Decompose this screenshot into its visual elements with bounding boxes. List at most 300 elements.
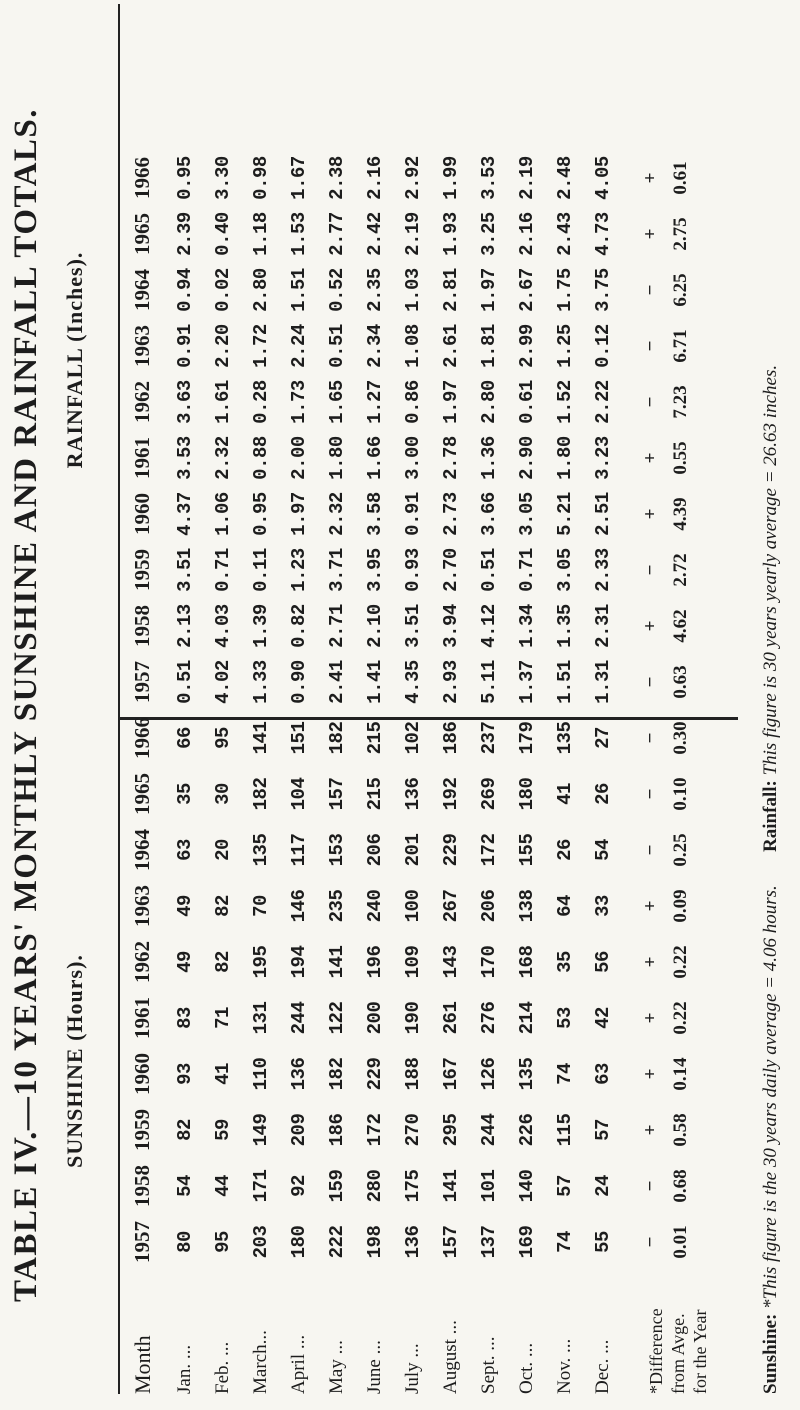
rainfall-cell: 0.71 xyxy=(516,548,538,592)
rainfall-cell: 3.75 xyxy=(592,268,614,312)
difference-label xyxy=(645,1308,711,1394)
rainfall-cell: 3.53 xyxy=(174,436,196,480)
sunshine-difference-sign: + xyxy=(640,1068,661,1080)
sunshine-cell: 159 xyxy=(326,1169,348,1203)
sunshine-cell: 167 xyxy=(440,1057,462,1091)
rainfall-cell: 1.08 xyxy=(402,324,424,368)
rainfall-cell: 4.73 xyxy=(592,212,614,256)
rainfall-cell: 3.63 xyxy=(174,380,196,424)
rainfall-cell: 5.21 xyxy=(554,492,576,536)
sunshine-cell: 74 xyxy=(554,1231,576,1253)
rainfall-cell: 1.23 xyxy=(288,548,310,592)
rainfall-cell: 2.38 xyxy=(326,156,348,200)
sunshine-cell: 175 xyxy=(402,1169,424,1203)
rainfall-cell: 1.33 xyxy=(250,660,272,704)
sunshine-difference: 0.10 xyxy=(670,777,691,811)
rainfall-cell: 0.94 xyxy=(174,268,196,312)
sunshine-year-header: 1958 xyxy=(130,1165,154,1207)
rainfall-cell: 4.05 xyxy=(592,156,614,200)
rainfall-cell: 1.37 xyxy=(516,660,538,704)
rainfall-cell: 2.34 xyxy=(364,324,386,368)
sunshine-cell: 182 xyxy=(326,1057,348,1091)
rainfall-cell: 0.51 xyxy=(478,548,500,592)
sunshine-cell: 55 xyxy=(592,1231,614,1253)
sunshine-cell: 82 xyxy=(174,1119,196,1141)
rainfall-cell: 1.97 xyxy=(440,380,462,424)
rainfall-cell: 1.06 xyxy=(212,492,234,536)
rainfall-difference: 0.63 xyxy=(670,665,691,699)
sunshine-cell: 194 xyxy=(288,945,310,979)
sunshine-cell: 192 xyxy=(440,777,462,811)
rainfall-cell: 0.91 xyxy=(174,324,196,368)
rainfall-difference-sign: + xyxy=(640,172,661,184)
sunshine-cell: 137 xyxy=(478,1225,500,1259)
rainfall-difference-sign: − xyxy=(640,340,661,352)
sunshine-cell: 26 xyxy=(554,839,576,861)
sunshine-cell: 74 xyxy=(554,1063,576,1085)
rainfall-cell: 2.43 xyxy=(554,212,576,256)
sunshine-cell: 54 xyxy=(592,839,614,861)
footnote-sunshine-text: *This figure is the 30 years daily average = 4.06 hours. xyxy=(760,885,781,1309)
sunshine-cell: 95 xyxy=(212,727,234,749)
rainfall-cell: 2.00 xyxy=(288,436,310,480)
sunshine-cell: 168 xyxy=(516,945,538,979)
sunshine-cell: 169 xyxy=(516,1225,538,1259)
sunshine-cell: 136 xyxy=(402,1225,424,1259)
rainfall-cell: 1.72 xyxy=(250,324,272,368)
sunshine-difference-sign: + xyxy=(640,956,661,968)
rainfall-difference-sign: − xyxy=(640,284,661,296)
sunshine-cell: 141 xyxy=(440,1169,462,1203)
sunshine-difference: 0.30 xyxy=(670,721,691,755)
rainfall-cell: 2.80 xyxy=(478,380,500,424)
sunshine-cell: 182 xyxy=(326,721,348,755)
rainfall-cell: 1.35 xyxy=(554,604,576,648)
rainfall-cell: 1.81 xyxy=(478,324,500,368)
rainfall-year-header: 1960 xyxy=(130,493,154,535)
sunshine-cell: 149 xyxy=(250,1113,272,1147)
sunshine-cell: 138 xyxy=(516,889,538,923)
month-label: Oct. ... xyxy=(516,1342,537,1394)
sunshine-cell: 172 xyxy=(364,1113,386,1147)
sunshine-cell: 206 xyxy=(364,833,386,867)
rainfall-cell: 4.12 xyxy=(478,604,500,648)
sunshine-cell: 54 xyxy=(174,1175,196,1197)
rainfall-cell: 3.00 xyxy=(402,436,424,480)
rainfall-cell: 2.24 xyxy=(288,324,310,368)
sunshine-difference: 0.01 xyxy=(670,1225,691,1259)
rainfall-year-header: 1966 xyxy=(130,157,154,199)
sunshine-year-header: 1961 xyxy=(130,997,154,1039)
sunshine-cell: 188 xyxy=(402,1057,424,1091)
heading-rule xyxy=(118,4,120,1394)
rainfall-cell: 0.95 xyxy=(250,492,272,536)
rainfall-cell: 3.58 xyxy=(364,492,386,536)
rainfall-cell: 0.90 xyxy=(288,660,310,704)
difference-label-line: from Avge. xyxy=(668,1313,688,1394)
sunshine-cell: 151 xyxy=(288,721,310,755)
sunshine-cell: 215 xyxy=(364,777,386,811)
rainfall-cell: 1.39 xyxy=(250,604,272,648)
rainfall-cell: 0.11 xyxy=(250,548,272,592)
rainfall-cell: 0.51 xyxy=(326,324,348,368)
sunshine-difference-sign: − xyxy=(640,1180,661,1192)
sunshine-cell: 235 xyxy=(326,889,348,923)
rainfall-cell: 2.42 xyxy=(364,212,386,256)
rainfall-difference-sign: + xyxy=(640,508,661,520)
rainfall-difference-sign: − xyxy=(640,396,661,408)
sunshine-year-header: 1959 xyxy=(130,1109,154,1151)
sunshine-cell: 71 xyxy=(212,1007,234,1029)
sunshine-cell: 136 xyxy=(288,1057,310,1091)
rainfall-cell: 0.95 xyxy=(174,156,196,200)
sunshine-cell: 44 xyxy=(212,1175,234,1197)
rainfall-difference-sign: − xyxy=(640,564,661,576)
sunshine-cell: 63 xyxy=(592,1063,614,1085)
rainfall-cell: 2.31 xyxy=(592,604,614,648)
rainfall-difference: 2.72 xyxy=(670,553,691,587)
sunshine-cell: 170 xyxy=(478,945,500,979)
sunshine-cell: 30 xyxy=(212,783,234,805)
sunshine-difference-sign: + xyxy=(640,900,661,912)
rainfall-cell: 2.19 xyxy=(402,212,424,256)
rainfall-cell: 1.73 xyxy=(288,380,310,424)
sunshine-cell: 104 xyxy=(288,777,310,811)
rainfall-cell: 1.66 xyxy=(364,436,386,480)
sunshine-cell: 115 xyxy=(554,1113,576,1147)
footnote xyxy=(760,4,782,1394)
rainfall-cell: 2.35 xyxy=(364,268,386,312)
rainfall-cell: 2.92 xyxy=(402,156,424,200)
sunshine-year-header: 1960 xyxy=(130,1053,154,1095)
sunshine-year-header: 1966 xyxy=(130,717,154,759)
sunshine-cell: 57 xyxy=(592,1119,614,1141)
sunshine-cell: 92 xyxy=(288,1175,310,1197)
table-title: TABLE IV.—10 YEARS' MONTHLY SUNSHINE AND RAINFALL TOTALS. xyxy=(8,107,44,1303)
rainfall-cell: 2.22 xyxy=(592,380,614,424)
sunshine-cell: 244 xyxy=(478,1113,500,1147)
rainfall-cell: 2.81 xyxy=(440,268,462,312)
sunshine-cell: 42 xyxy=(592,1007,614,1029)
sunshine-cell: 244 xyxy=(288,1001,310,1035)
rainfall-difference: 0.55 xyxy=(670,441,691,475)
rainfall-cell: 3.05 xyxy=(554,548,576,592)
rainfall-difference: 4.62 xyxy=(670,609,691,643)
sunshine-cell: 101 xyxy=(478,1169,500,1203)
rainfall-cell: 3.53 xyxy=(478,156,500,200)
month-label: June ... xyxy=(364,1340,385,1394)
rainfall-difference: 2.75 xyxy=(670,217,691,251)
sunshine-cell: 182 xyxy=(250,777,272,811)
sunshine-difference: 0.09 xyxy=(670,889,691,923)
sunshine-difference-sign: − xyxy=(640,788,661,800)
month-heading: Month xyxy=(130,1335,155,1394)
rainfall-cell: 3.95 xyxy=(364,548,386,592)
rainfall-cell: 2.20 xyxy=(212,324,234,368)
month-label: Dec. ... xyxy=(592,1339,613,1394)
sunshine-year-header: 1957 xyxy=(130,1221,154,1263)
sunshine-cell: 143 xyxy=(440,945,462,979)
rainfall-difference-sign: + xyxy=(640,452,661,464)
sunshine-cell: 135 xyxy=(554,721,576,755)
sunshine-difference: 0.25 xyxy=(670,833,691,867)
rainfall-year-header: 1962 xyxy=(130,381,154,423)
rainfall-cell: 3.66 xyxy=(478,492,500,536)
rainfall-cell: 2.93 xyxy=(440,660,462,704)
sunshine-cell: 135 xyxy=(250,833,272,867)
rainfall-difference: 6.71 xyxy=(670,329,691,363)
rainfall-cell: 3.05 xyxy=(516,492,538,536)
month-label: Sept. ... xyxy=(478,1336,499,1394)
sunshine-difference-sign: − xyxy=(640,1236,661,1248)
rainfall-cell: 2.51 xyxy=(592,492,614,536)
sunshine-difference: 0.58 xyxy=(670,1113,691,1147)
rainfall-cell: 1.53 xyxy=(288,212,310,256)
sunshine-cell: 201 xyxy=(402,833,424,867)
month-label: March... xyxy=(250,1330,271,1394)
sunshine-cell: 102 xyxy=(402,721,424,755)
sunshine-difference: 0.68 xyxy=(670,1169,691,1203)
rainfall-cell: 1.27 xyxy=(364,380,386,424)
sunshine-cell: 49 xyxy=(174,895,196,917)
footnote-rainfall-label: Rainfall: xyxy=(760,780,781,852)
sunshine-cell: 49 xyxy=(174,951,196,973)
rainfall-year-header: 1964 xyxy=(130,269,154,311)
footnote-rainfall-text: This figure is 30 years yearly average = 26.63 inches. xyxy=(760,364,781,776)
rainfall-year-header: 1957 xyxy=(130,661,154,703)
month-label: August ... xyxy=(440,1320,461,1394)
sunshine-cell: 267 xyxy=(440,889,462,923)
rainfall-cell: 2.90 xyxy=(516,436,538,480)
sunshine-cell: 26 xyxy=(592,783,614,805)
sunshine-cell: 195 xyxy=(250,945,272,979)
rainfall-cell: 1.93 xyxy=(440,212,462,256)
rainfall-cell: 0.91 xyxy=(402,492,424,536)
sunshine-cell: 109 xyxy=(402,945,424,979)
sunshine-cell: 33 xyxy=(592,895,614,917)
rainfall-cell: 1.80 xyxy=(326,436,348,480)
rainfall-cell: 1.75 xyxy=(554,268,576,312)
sunshine-cell: 209 xyxy=(288,1113,310,1147)
rainfall-cell: 0.02 xyxy=(212,268,234,312)
sunshine-difference: 0.22 xyxy=(670,945,691,979)
sunshine-cell: 59 xyxy=(212,1119,234,1141)
rainfall-cell: 1.65 xyxy=(326,380,348,424)
rainfall-cell: 2.13 xyxy=(174,604,196,648)
sunshine-cell: 229 xyxy=(364,1057,386,1091)
rainfall-cell: 0.40 xyxy=(212,212,234,256)
rainfall-cell: 0.51 xyxy=(174,660,196,704)
sunshine-year-header: 1965 xyxy=(130,773,154,815)
sunshine-cell: 203 xyxy=(250,1225,272,1259)
sunshine-cell: 157 xyxy=(326,777,348,811)
rainfall-cell: 0.12 xyxy=(592,324,614,368)
sunshine-cell: 100 xyxy=(402,889,424,923)
sunshine-cell: 27 xyxy=(592,727,614,749)
difference-label-line: *Difference xyxy=(646,1308,666,1394)
sunshine-cell: 269 xyxy=(478,777,500,811)
sunshine-cell: 196 xyxy=(364,945,386,979)
sunshine-cell: 155 xyxy=(516,833,538,867)
rainfall-cell: 0.98 xyxy=(250,156,272,200)
sunshine-cell: 63 xyxy=(174,839,196,861)
sunshine-cell: 180 xyxy=(288,1225,310,1259)
sunshine-difference-sign: − xyxy=(640,844,661,856)
sunshine-cell: 110 xyxy=(250,1057,272,1091)
sunshine-cell: 180 xyxy=(516,777,538,811)
rainfall-cell: 1.97 xyxy=(478,268,500,312)
sunshine-cell: 24 xyxy=(592,1175,614,1197)
rainfall-cell: 1.25 xyxy=(554,324,576,368)
rainfall-cell: 4.37 xyxy=(174,492,196,536)
sunshine-cell: 70 xyxy=(250,895,272,917)
sunshine-cell: 140 xyxy=(516,1169,538,1203)
rainfall-cell: 1.52 xyxy=(554,380,576,424)
sunshine-cell: 237 xyxy=(478,721,500,755)
sunshine-cell: 93 xyxy=(174,1063,196,1085)
sunshine-cell: 95 xyxy=(212,1231,234,1253)
month-label: Nov. ... xyxy=(554,1338,575,1394)
sunshine-difference: 0.22 xyxy=(670,1001,691,1035)
sunshine-cell: 200 xyxy=(364,1001,386,1035)
sunshine-cell: 66 xyxy=(174,727,196,749)
sunshine-cell: 276 xyxy=(478,1001,500,1035)
rainfall-heading: RAINFALL (Inches). xyxy=(62,251,87,469)
rainfall-cell: 1.97 xyxy=(288,492,310,536)
sunshine-cell: 83 xyxy=(174,1007,196,1029)
rainfall-cell: 0.61 xyxy=(516,380,538,424)
rainfall-cell: 2.16 xyxy=(364,156,386,200)
rainfall-cell: 3.51 xyxy=(402,604,424,648)
sunshine-cell: 80 xyxy=(174,1231,196,1253)
rainfall-cell: 4.35 xyxy=(402,660,424,704)
sunshine-cell: 179 xyxy=(516,721,538,755)
rainfall-cell: 0.28 xyxy=(250,380,272,424)
month-label: July ... xyxy=(402,1343,423,1394)
rainfall-cell: 1.18 xyxy=(250,212,272,256)
rainfall-cell: 2.16 xyxy=(516,212,538,256)
rainfall-cell: 0.88 xyxy=(250,436,272,480)
rainfall-difference-sign: + xyxy=(640,620,661,632)
footnote-sunshine-label: Sunshine: xyxy=(760,1313,781,1394)
rainfall-cell: 3.30 xyxy=(212,156,234,200)
rainfall-cell: 1.99 xyxy=(440,156,462,200)
rainfall-cell: 1.51 xyxy=(288,268,310,312)
rainfall-cell: 1.61 xyxy=(212,380,234,424)
sunshine-cell: 214 xyxy=(516,1001,538,1035)
rainfall-cell: 2.33 xyxy=(592,548,614,592)
rainfall-cell: 1.67 xyxy=(288,156,310,200)
rainfall-cell: 2.73 xyxy=(440,492,462,536)
rainfall-cell: 2.70 xyxy=(440,548,462,592)
rainfall-year-header: 1959 xyxy=(130,549,154,591)
sunshine-cell: 122 xyxy=(326,1001,348,1035)
rainfall-cell: 2.80 xyxy=(250,268,272,312)
sunshine-cell: 229 xyxy=(440,833,462,867)
rainfall-cell: 1.36 xyxy=(478,436,500,480)
rainfall-difference: 4.39 xyxy=(670,497,691,531)
rainfall-cell: 2.67 xyxy=(516,268,538,312)
sunshine-cell: 280 xyxy=(364,1169,386,1203)
sunshine-cell: 41 xyxy=(212,1063,234,1085)
rainfall-year-header: 1958 xyxy=(130,605,154,647)
sunshine-heading: SUNSHINE (Hours). xyxy=(62,954,87,1168)
sunshine-difference-sign: + xyxy=(640,1124,661,1136)
sunshine-cell: 35 xyxy=(554,951,576,973)
rainfall-year-header: 1963 xyxy=(130,325,154,367)
sunshine-cell: 136 xyxy=(402,777,424,811)
rainfall-cell: 1.31 xyxy=(592,660,614,704)
sunshine-year-header: 1963 xyxy=(130,885,154,927)
sunshine-difference: 0.14 xyxy=(670,1057,691,1091)
sunshine-cell: 261 xyxy=(440,1001,462,1035)
sunshine-cell: 131 xyxy=(250,1001,272,1035)
sunshine-cell: 171 xyxy=(250,1169,272,1203)
rainfall-cell: 2.41 xyxy=(326,660,348,704)
sunshine-cell: 82 xyxy=(212,895,234,917)
rainfall-cell: 3.25 xyxy=(478,212,500,256)
rainfall-cell: 1.41 xyxy=(364,660,386,704)
sunshine-cell: 153 xyxy=(326,833,348,867)
rainfall-cell: 3.51 xyxy=(174,548,196,592)
month-label: Feb. ... xyxy=(212,1341,233,1394)
sunshine-cell: 82 xyxy=(212,951,234,973)
rainfall-cell: 2.39 xyxy=(174,212,196,256)
rainfall-difference: 0.61 xyxy=(670,161,691,195)
sunshine-year-header: 1964 xyxy=(130,829,154,871)
rainfall-difference-sign: + xyxy=(640,228,661,240)
rainfall-cell: 4.03 xyxy=(212,604,234,648)
rainfall-cell: 2.99 xyxy=(516,324,538,368)
rainfall-cell: 3.23 xyxy=(592,436,614,480)
sunshine-cell: 186 xyxy=(440,721,462,755)
sunshine-cell: 64 xyxy=(554,895,576,917)
sunshine-cell: 20 xyxy=(212,839,234,861)
sunshine-cell: 190 xyxy=(402,1001,424,1035)
month-label: Jan. ... xyxy=(174,1344,195,1394)
rainfall-cell: 0.82 xyxy=(288,604,310,648)
rainfall-cell: 1.51 xyxy=(554,660,576,704)
rainfall-cell: 0.71 xyxy=(212,548,234,592)
sunshine-cell: 56 xyxy=(592,951,614,973)
sunshine-cell: 198 xyxy=(364,1225,386,1259)
sunshine-cell: 41 xyxy=(554,783,576,805)
rainfall-cell: 0.52 xyxy=(326,268,348,312)
difference-label-line: for the Year xyxy=(690,1309,710,1394)
rainfall-cell: 0.93 xyxy=(402,548,424,592)
sunshine-cell: 226 xyxy=(516,1113,538,1147)
rainfall-difference: 7.23 xyxy=(670,385,691,419)
sunshine-cell: 135 xyxy=(516,1057,538,1091)
rainfall-difference: 6.25 xyxy=(670,273,691,307)
sunshine-cell: 35 xyxy=(174,783,196,805)
sunshine-cell: 206 xyxy=(478,889,500,923)
sunshine-cell: 186 xyxy=(326,1113,348,1147)
sunshine-cell: 215 xyxy=(364,721,386,755)
rainfall-cell: 2.32 xyxy=(212,436,234,480)
rainfall-cell: 2.32 xyxy=(326,492,348,536)
sunshine-cell: 53 xyxy=(554,1007,576,1029)
rainfall-cell: 2.61 xyxy=(440,324,462,368)
rainfall-cell: 2.71 xyxy=(326,604,348,648)
sunshine-cell: 172 xyxy=(478,833,500,867)
rainfall-difference-sign: − xyxy=(640,676,661,688)
rainfall-cell: 1.34 xyxy=(516,604,538,648)
sunshine-year-header: 1962 xyxy=(130,941,154,983)
month-label: April ... xyxy=(288,1334,309,1394)
sunshine-cell: 117 xyxy=(288,833,310,867)
rainfall-cell: 1.80 xyxy=(554,436,576,480)
